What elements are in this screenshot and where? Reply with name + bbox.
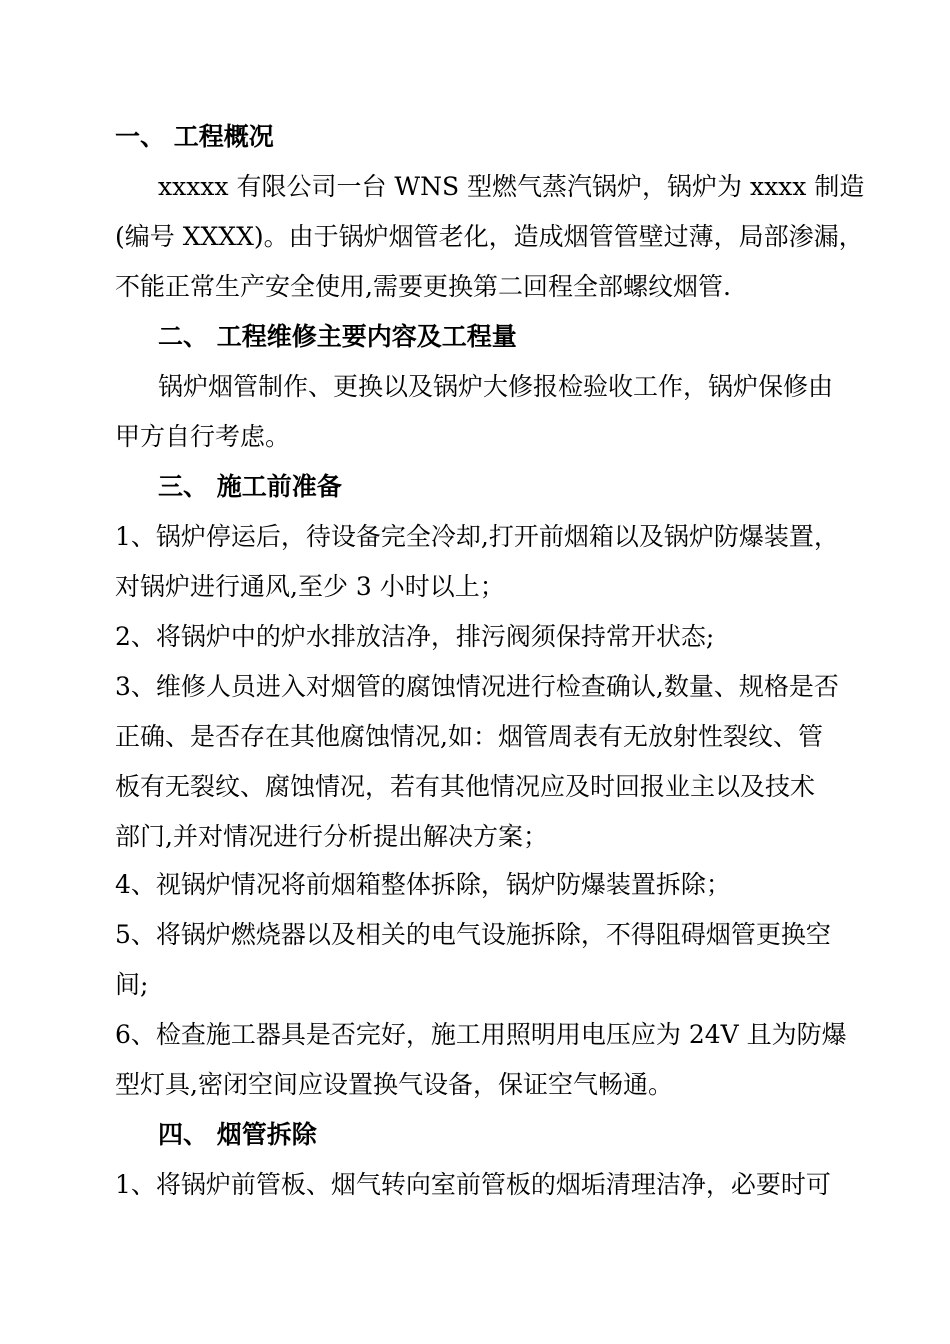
paragraph-line: 锅炉烟管制作、更换以及锅炉大修报检验收工作，锅炉保修由 [158, 372, 834, 401]
list-item-line: 4、视锅炉情况将前烟箱整体拆除，锅炉防爆装置拆除； [115, 870, 731, 899]
paragraph-line: 甲方自行考虑。 [115, 422, 291, 451]
section-heading: 二、 工程维修主要内容及工程量 [158, 322, 517, 351]
list-item-line: 3、维修人员进入对烟管的腐蚀情况进行检查确认,数量、规格是否 [115, 672, 839, 701]
list-item-line: 正确、是否存在其他腐蚀情况,如：烟管周表有无放射性裂纹、管 [115, 722, 823, 751]
list-item-line: 型灯具,密闭空间应设置换气设备，保证空气畅通。 [115, 1070, 673, 1099]
list-item-line: 5、将锅炉燃烧器以及相关的电气设施拆除，不得阻碍烟管更换空 [115, 920, 831, 949]
list-item-line: 对锅炉进行通风,至少 3 小时以上； [115, 572, 505, 601]
list-item-line: 6、检查施工器具是否完好，施工用照明用电压应为 24V 且为防爆 [115, 1020, 847, 1049]
section-heading: 四、 烟管拆除 [158, 1120, 317, 1149]
paragraph-line: xxxxx 有限公司一台 WNS 型燃气蒸汽锅炉，锅炉为 xxxx 制造 [158, 172, 865, 201]
list-item-line: 间; [115, 970, 149, 999]
section-heading: 一、 工程概况 [115, 122, 274, 151]
list-item-line: 1、将锅炉前管板、烟气转向室前管板的烟垢清理洁净，必要时可 [115, 1170, 831, 1199]
list-item-line: 部门,并对情况进行分析提出解决方案； [115, 822, 548, 851]
list-item-line: 1、锅炉停运后，待设备完全冷却,打开前烟箱以及锅炉防爆装置， [115, 522, 839, 551]
paragraph-line: 不能正常生产安全使用,需要更换第二回程全部螺纹烟管. [115, 272, 731, 301]
list-item-line: 2、将锅炉中的炉水排放洁净，排污阀须保持常开状态; [115, 622, 715, 651]
paragraph-line: (编号 XXXX)。由于锅炉烟管老化，造成烟管管壁过薄，局部渗漏， [115, 222, 864, 251]
section-heading: 三、 施工前准备 [158, 472, 342, 501]
list-item-line: 板有无裂纹、腐蚀情况，若有其他情况应及时回报业主以及技术 [115, 772, 816, 801]
